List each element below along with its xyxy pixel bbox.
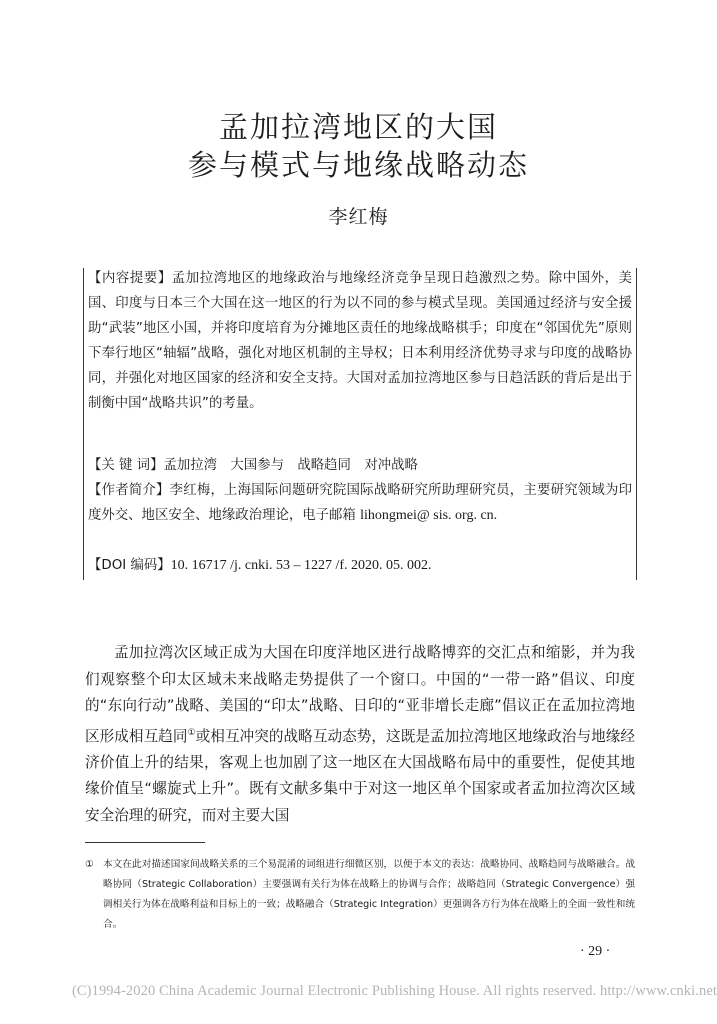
keywords (88, 453, 632, 478)
author-intro (88, 478, 632, 528)
doi-label: 【DOI 编码】 (88, 558, 171, 573)
body-paragraph (85, 640, 635, 829)
page-number: · 29 · (580, 944, 611, 959)
title-line-2: 参与模式与地缘战略动态 (187, 148, 529, 182)
author-intro-label: 【作者简介】 (88, 483, 170, 498)
footnote-text: 本文在此对描述国家间战略关系的三个易混淆的词组进行细微区别，以便于本文的表达：战略协同、战略趋同与战略融合。战略协同（Strategic Collaboration）主要强调有关行为体在战略上的协调与合作；战略趋同（Strategic Convergence）强调相关行为体在战略利益和目标上的一致；战略融合（Strategic Integration）更强调各方行为体在战略上的全面一致性和统合。 (103, 859, 635, 930)
footnote-mark: ① (85, 859, 94, 870)
body-text (85, 640, 635, 829)
author-email: lihongmei@ sis. org. cn. (360, 508, 498, 523)
footnote (85, 855, 635, 935)
body-paragraph-part1: 孟加拉湾次区域正成为大国在印度洋地区进行战略博弈的交汇点和缩影，并为我们观察整个印太区域未来战略走势提供了一个窗口。中国的“一带一路”倡议、印度的“东向行动”战略、美国的“印太”战略、日印的“亚非增长走廊”倡议正在孟加拉湾地区形成相互趋同 (85, 644, 635, 745)
doi-value: 10. 16717 /j. cnki. 53 – 1227 /f. 2020. 05. 002. (170, 558, 432, 573)
doi (88, 553, 632, 578)
abstract-text: 孟加拉湾地区的地缘政治与地缘经济竞争呈现日趋激烈之势。除中国外，美国、印度与日本三个大国在这一地区的行为以不同的参与模式呈现。美国通过经济与安全援助“武装”地区小国，并将印度培育为分摊地区责任的地缘战略棋手；印度在“邻国优先”原则下奉行地区“轴辐”战略，强化对地区机制的主导权；日本利用经济优势寻求与印度的战略协同，并强化对地区国家的经济和安全支持。大国对孟加拉湾地区参与日趋活跃的背后是出于制衡中国“战略共识”的考量。 (88, 271, 632, 411)
copyright-watermark: (C)1994-2020 China Academic Journal Electronic Publishing House. All rights reserved. http://www.cnki.net (71, 983, 717, 999)
body-paragraph-part2: 或相互冲突的战略互动态势，这既是孟加拉湾地区地缘政治与地缘经济价值上升的结果，客观上也加剧了这一地区在大国战略布局中的重要性，促使其地缘价值呈“螺旋式上升”。既有文献多集中于对这一地区单个国家或者孟加拉湾次区域安全治理的研究，而对主要大国 (85, 727, 635, 824)
abstract-label: 【内容提要】 (88, 271, 172, 286)
keywords-label: 【关 键 词】 (88, 458, 164, 473)
footnote-ref[interactable]: ① (187, 727, 196, 738)
title-line-1: 孟加拉湾地区的大国 (218, 110, 498, 144)
abstract (88, 266, 632, 416)
author-intro-text: 李红梅，上海国际问题研究院国际战略研究所助理研究员，主要研究领域为印度外交、地区安全、地缘政治理论，电子邮箱 (88, 483, 633, 523)
footnote-divider (85, 842, 205, 843)
keywords-text: 孟加拉湾 大国参与 战略趋同 对冲战略 (163, 458, 418, 473)
author-name: 李红梅 (328, 206, 389, 228)
